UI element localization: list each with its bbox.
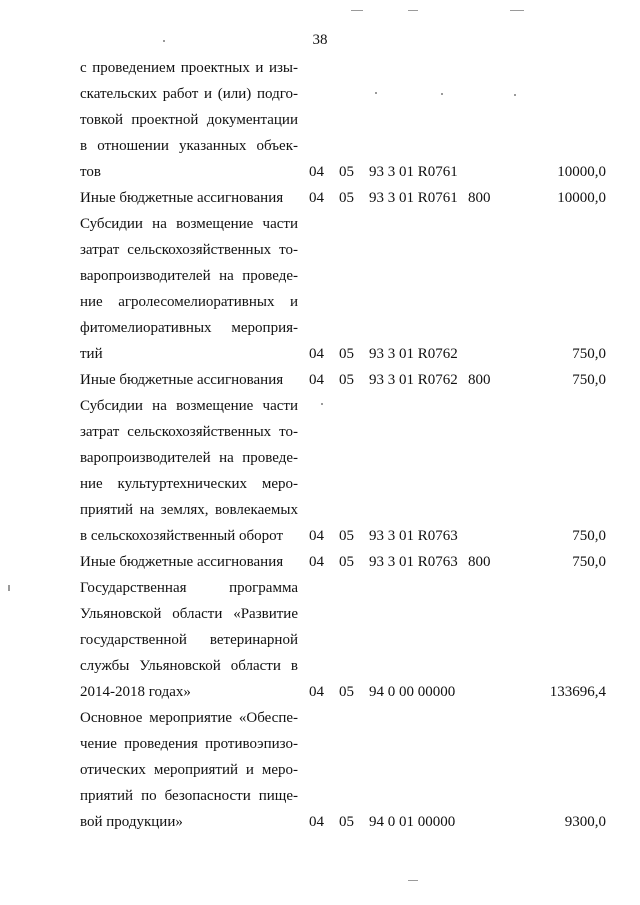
description-line: 2014-2018 годах»: [80, 684, 191, 700]
subsection-code: 05: [339, 528, 354, 544]
scan-speck: [163, 40, 165, 42]
scan-speck: [441, 93, 443, 95]
section-code: 04: [309, 814, 324, 830]
table-row: [0, 575, 640, 705]
subsection-code: 05: [339, 346, 354, 362]
description-line: с проведением проектных и изы-: [80, 60, 298, 76]
target-article-code: 94 0 00 00000: [369, 684, 456, 700]
description-line: варопроизводителей на проведе-: [80, 268, 298, 284]
amount: 133696,4: [549, 684, 606, 700]
target-article-code: 93 3 01 R0762: [369, 346, 458, 362]
description-line: фитомелиоративных мероприя-: [80, 320, 298, 336]
scan-speck: [321, 403, 323, 405]
description-line: Иные бюджетные ассигнования: [80, 372, 284, 388]
table-row: [0, 367, 640, 393]
description-line: Ульяновской области «Развитие: [80, 606, 298, 622]
page-number: 38: [312, 32, 328, 48]
target-article-code: 93 3 01 R0761: [369, 164, 458, 180]
expense-type-code: 800: [468, 372, 491, 388]
subsection-code: 05: [339, 164, 354, 180]
row-description: [80, 211, 298, 367]
description-line: государственной ветеринарной: [80, 632, 298, 648]
section-code: 04: [309, 528, 324, 544]
description-line: затрат сельскохозяйственных то-: [80, 424, 298, 440]
description-line: в сельскохозяйственный оборот: [80, 528, 284, 544]
description-line: ние культуртехнических меро-: [80, 476, 298, 492]
scan-speck: [510, 10, 524, 11]
row-description: [80, 367, 298, 393]
description-line: приятий на землях, вовлекаемых: [80, 502, 298, 518]
amount: 10000,0: [557, 190, 606, 206]
scan-speck: [351, 10, 363, 11]
description-line: вой продукции»: [80, 814, 183, 830]
description-line: Субсидии на возмещение части: [80, 216, 298, 232]
section-code: 04: [309, 372, 324, 388]
description-line: ние агролесомелиоративных и: [80, 294, 298, 310]
description-line: затрат сельскохозяйственных то-: [80, 242, 298, 258]
amount: 750,0: [572, 528, 606, 544]
scan-speck: [514, 94, 516, 96]
subsection-code: 05: [339, 372, 354, 388]
description-line: Иные бюджетные ассигнования: [80, 190, 284, 206]
section-code: 04: [309, 554, 324, 570]
row-description: [80, 575, 298, 705]
row-description: [80, 549, 298, 575]
target-article-code: 94 0 01 00000: [369, 814, 456, 830]
description-line: Основное мероприятие «Обеспе-: [80, 710, 298, 726]
table-row: [0, 549, 640, 575]
description-line: в отношении указанных объек-: [80, 138, 298, 154]
row-description: [80, 393, 298, 549]
description-line: Государственная программа: [80, 580, 298, 596]
expense-type-code: 800: [468, 190, 491, 206]
description-line: Субсидии на возмещение части: [80, 398, 298, 414]
table-row: [0, 211, 640, 367]
description-line: товкой проектной документации: [80, 112, 298, 128]
target-article-code: 93 3 01 R0761: [369, 190, 458, 206]
description-line: приятий по безопасности пище-: [80, 788, 298, 804]
section-code: 04: [309, 164, 324, 180]
description-line: чение проведения противоэпизо-: [80, 736, 298, 752]
section-code: 04: [309, 346, 324, 362]
table-row: [0, 705, 640, 835]
amount: 750,0: [572, 554, 606, 570]
section-code: 04: [309, 684, 324, 700]
description-line: тов: [80, 164, 101, 180]
subsection-code: 05: [339, 554, 354, 570]
row-description: [80, 185, 298, 211]
description-line: отических мероприятий и меро-: [80, 762, 298, 778]
amount: 750,0: [572, 346, 606, 362]
description-line: тий: [80, 346, 103, 362]
subsection-code: 05: [339, 684, 354, 700]
subsection-code: 05: [339, 814, 354, 830]
table-row: [0, 393, 640, 549]
description-line: скательских работ и (или) подго-: [80, 86, 298, 102]
target-article-code: 93 3 01 R0762: [369, 372, 458, 388]
table-row: [0, 55, 640, 185]
scan-speck: [375, 92, 377, 94]
amount: 750,0: [572, 372, 606, 388]
description-line: варопроизводителей на проведе-: [80, 450, 298, 466]
scan-speck: [408, 10, 418, 11]
amount: 10000,0: [557, 164, 606, 180]
section-code: 04: [309, 190, 324, 206]
subsection-code: 05: [339, 190, 354, 206]
scan-speck: [8, 585, 10, 591]
amount: 9300,0: [564, 814, 606, 830]
expense-type-code: 800: [468, 554, 491, 570]
row-description: [80, 705, 298, 835]
scan-speck: [408, 880, 418, 881]
description-line: Иные бюджетные ассигнования: [80, 554, 284, 570]
description-line: службы Ульяновской области в: [80, 658, 298, 674]
target-article-code: 93 3 01 R0763: [369, 528, 458, 544]
row-description: [80, 55, 298, 185]
target-article-code: 93 3 01 R0763: [369, 554, 458, 570]
table-row: [0, 185, 640, 211]
